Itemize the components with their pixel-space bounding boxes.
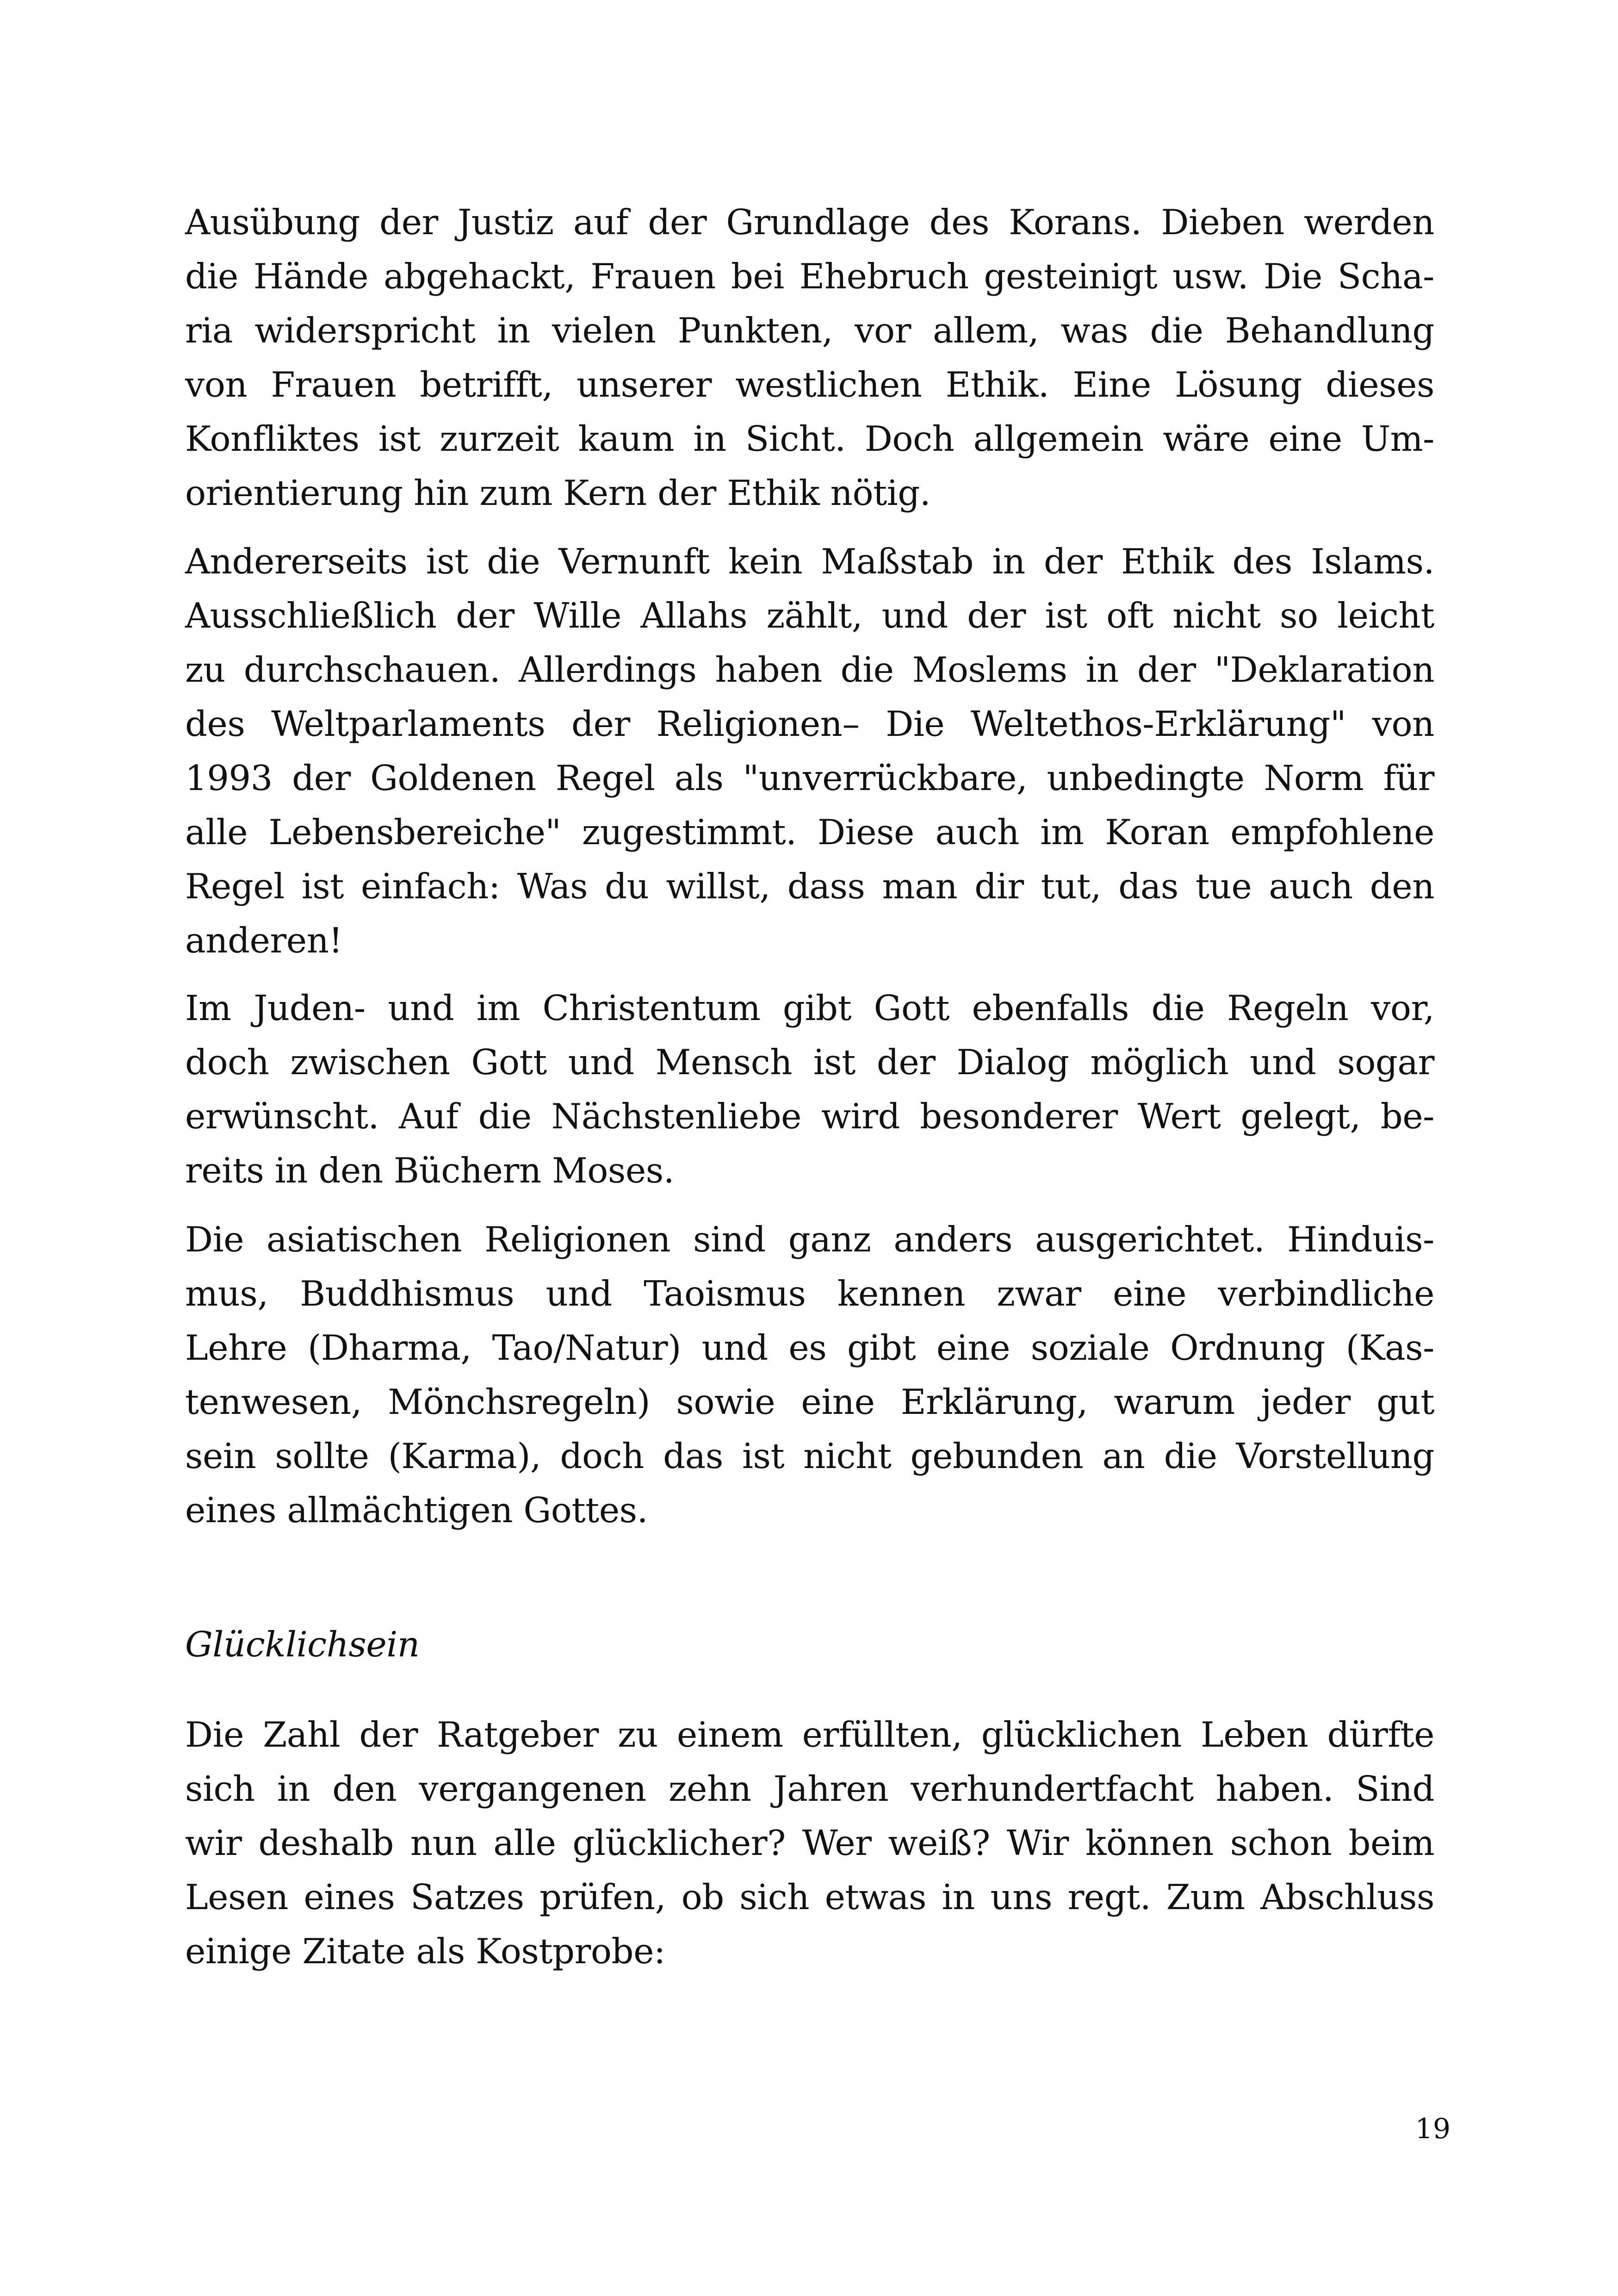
text-line: reits in den Büchern Moses. bbox=[185, 1150, 675, 1191]
section-heading bbox=[185, 1618, 1434, 1672]
text-line: alle Lebensbereiche" zugestimmt. Diese auch im Koran empfohlene bbox=[185, 812, 1434, 852]
text-line: anderen! bbox=[185, 920, 343, 961]
text-line: doch zwischen Gott und Mensch ist der Dialog möglich und sogar bbox=[185, 1042, 1434, 1083]
text-line: wir deshalb nun alle glücklicher? Wer weiß? Wir können schon beim bbox=[185, 1823, 1434, 1863]
text-line: Regel ist einfach: Was du willst, dass man dir tut, das tue auch den bbox=[185, 866, 1434, 907]
text-line: 1993 der Goldenen Regel als "unverrückbare, unbedingte Norm für bbox=[185, 758, 1434, 798]
text-line: Die Zahl der Ratgeber zu einem erfüllten, glücklichen Leben dürfte bbox=[185, 1714, 1434, 1755]
text-line: Lesen eines Satzes prüfen, ob sich etwas in uns regt. Zum Abschluss bbox=[185, 1877, 1434, 1917]
text-line: Ausübung der Justiz auf der Grundlage des Korans. Dieben werden bbox=[185, 202, 1434, 243]
paragraph bbox=[185, 1213, 1434, 1537]
text-line: Ausschließlich der Wille Allahs zählt, und der ist oft nicht so leicht bbox=[185, 595, 1434, 636]
text-line: sich in den vergangenen zehn Jahren verhundertfacht haben. Sind bbox=[185, 1768, 1434, 1809]
section-heading-text: Glücklichsein bbox=[185, 1624, 420, 1665]
text-line: mus, Buddhismus und Taoismus kennen zwar eine verbindliche bbox=[185, 1273, 1434, 1314]
text-line: Im Juden- und im Christentum gibt Gott ebenfalls die Regeln vor, bbox=[185, 988, 1434, 1028]
text-line: einige Zitate als Kostprobe: bbox=[185, 1931, 665, 1972]
text-line: erwünscht. Auf die Nächstenliebe wird besonderer Wert gelegt, be- bbox=[185, 1096, 1434, 1137]
text-line: Andererseits ist die Vernunft kein Maßstab in der Ethik des Islams. bbox=[185, 541, 1434, 582]
text-line: tenwesen, Mönchsregeln) sowie eine Erklärung, warum jeder gut bbox=[185, 1381, 1434, 1422]
page-number: 19 bbox=[1415, 2113, 1451, 2145]
text-line: eines allmächtigen Gottes. bbox=[185, 1490, 648, 1531]
text-line: des Weltparlaments der Religionen– Die Weltethos-Erklärung" von bbox=[185, 703, 1434, 744]
paragraph bbox=[185, 1708, 1434, 1979]
paragraph bbox=[185, 195, 1434, 520]
text-line: ria widerspricht in vielen Punkten, vor allem, was die Behandlung bbox=[185, 310, 1434, 351]
paragraph bbox=[185, 981, 1434, 1198]
text-line: Die asiatischen Religionen sind ganz anders ausgerichtet. Hinduis- bbox=[185, 1219, 1434, 1260]
text-line: Lehre (Dharma, Tao/Natur) und es gibt eine soziale Ordnung (Kas- bbox=[185, 1327, 1434, 1368]
text-line: orientierung hin zum Kern der Ethik nötig. bbox=[185, 473, 931, 513]
text-line: Konfliktes ist zurzeit kaum in Sicht. Doch allgemein wäre eine Um- bbox=[185, 418, 1434, 459]
text-line: die Hände abgehackt, Frauen bei Ehebruch gesteinigt usw. Die Scha- bbox=[185, 256, 1434, 297]
text-line: von Frauen betrifft, unserer westlichen Ethik. Eine Lösung dieses bbox=[185, 364, 1434, 405]
text-line: zu durchschauen. Allerdings haben die Moslems in der "Deklaration bbox=[185, 649, 1434, 690]
text-line: sein sollte (Karma), doch das ist nicht gebunden an die Vorstellung bbox=[185, 1436, 1434, 1476]
paragraph bbox=[185, 535, 1434, 968]
